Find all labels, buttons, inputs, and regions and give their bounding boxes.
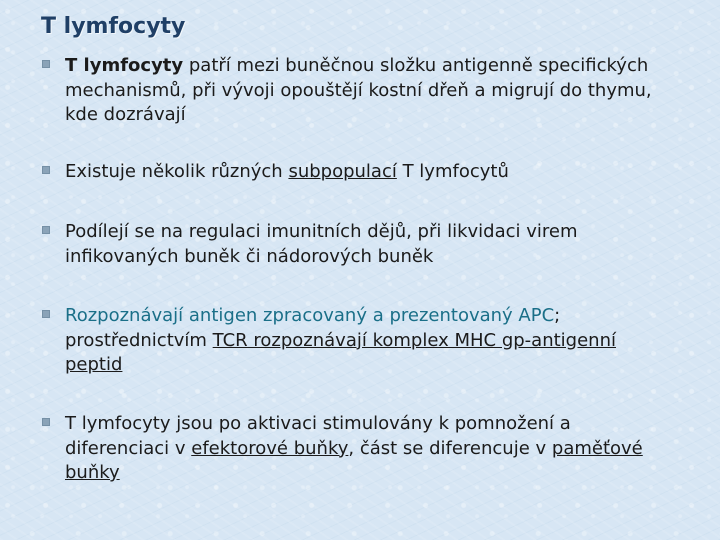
link-tcr-complex[interactable]: TCR rozpoznávají komplex MHC gp-antigenní peptid <box>65 329 616 375</box>
bullet-text <box>65 160 655 185</box>
link-efektorove-bunky[interactable]: efektorové buňky <box>191 437 349 459</box>
square-bullet-icon <box>42 60 50 68</box>
bullet-text <box>65 304 655 378</box>
text-run: patří mezi buněčnou složku antigenně specifických mechanismů, při vývoji opouštějí kostní dřeň a migrují do thymu, kde dozrávají <box>65 55 652 125</box>
text-run: ; prostřednictvím <box>65 305 561 351</box>
square-bullet-icon <box>42 226 50 234</box>
link-pametove-bunky[interactable]: paměťové buňky <box>65 437 643 483</box>
text-run: T lymfocyty jsou po aktivaci stimulovány k pomnožení a diferenciaci v <box>65 413 571 459</box>
text-run: T lymfocytů <box>396 161 509 182</box>
bold-term: T lymfocyty <box>65 55 184 76</box>
bullet-text <box>65 412 655 486</box>
text-run: Existuje několik různých <box>65 161 289 182</box>
link-subpopulaci[interactable]: subpopulací <box>288 161 397 182</box>
slide-title: T lymfocyty <box>41 14 186 39</box>
bullet-text <box>65 54 655 128</box>
bullet-text: Podílejí se na regulaci imunitních dějů, při likvidaci virem infikovaných buněk či nádorových buněk <box>65 221 578 267</box>
square-bullet-icon <box>42 166 50 174</box>
text-run: , část se diferencuje v <box>348 437 552 459</box>
square-bullet-icon <box>42 310 50 318</box>
square-bullet-icon <box>42 418 50 426</box>
highlight-text: Rozpoznávají antigen zpracovaný a prezentovaný APC <box>65 305 555 326</box>
